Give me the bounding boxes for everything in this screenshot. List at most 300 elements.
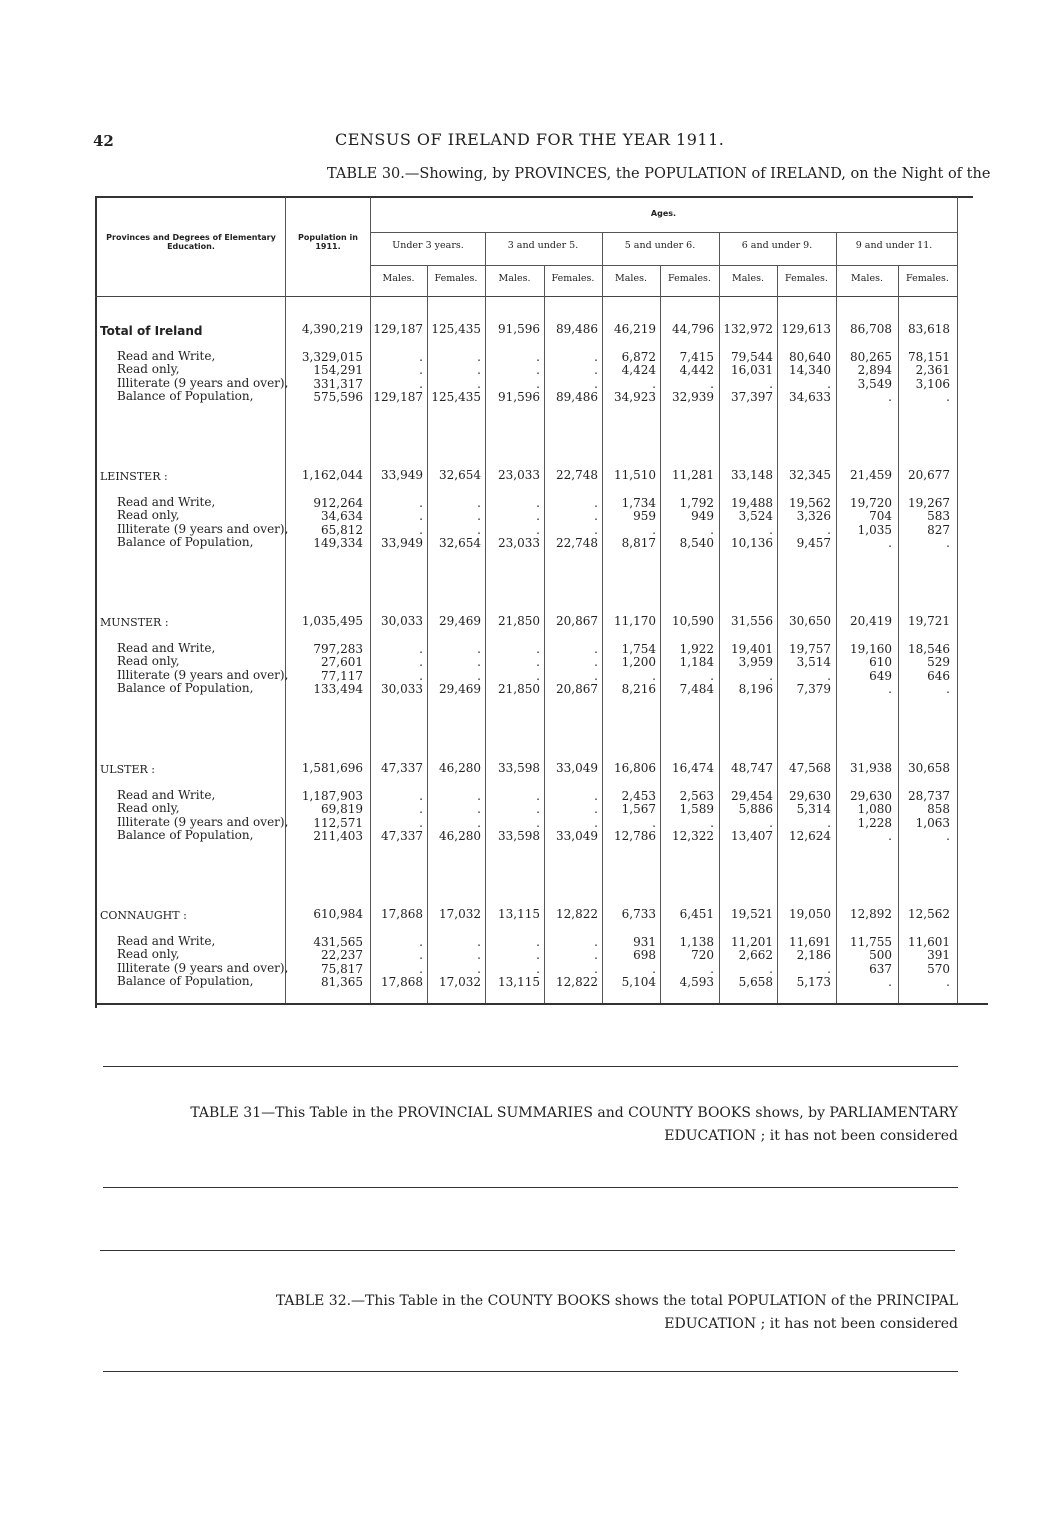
province-total-cell: 31,556 — [731, 614, 773, 628]
province-total-cell: 129,613 — [781, 322, 831, 336]
data-cell: 2,453 — [621, 789, 656, 803]
province-total-cell: 30,650 — [789, 614, 831, 628]
province-name: Total of Ireland — [100, 324, 203, 338]
males-header: Males. — [382, 273, 415, 284]
table31-line1: TABLE 31—This Table in the PROVINCIAL SUMMARIES and COUNTY BOOKS shows, by PARLIAMENTARY — [190, 1105, 958, 1121]
province-total-cell: 12,892 — [850, 907, 892, 921]
data-cell: 37,397 — [731, 389, 773, 404]
data-cell: 13,115 — [498, 974, 540, 989]
data-cell: 19,401 — [731, 642, 773, 656]
header-bottom-rule — [95, 296, 957, 297]
data-cell: . — [419, 815, 423, 830]
data-cell: 431,565 — [313, 935, 363, 949]
data-cell: 5,104 — [621, 974, 656, 989]
data-cell: 12,822 — [556, 974, 598, 989]
data-cell: 570 — [927, 961, 950, 976]
data-cell: . — [946, 535, 950, 550]
data-cell: . — [419, 496, 423, 510]
data-cell: . — [419, 376, 423, 391]
province-total-cell: 11,170 — [614, 614, 656, 628]
province-total-cell: 1,035,495 — [301, 614, 363, 628]
data-cell: 19,562 — [789, 496, 831, 510]
data-cell: 3,959 — [738, 655, 773, 670]
data-cell: . — [477, 642, 481, 656]
province-name: CONNAUGHT : — [100, 909, 187, 922]
data-cell: . — [946, 974, 950, 989]
data-cell: 7,379 — [796, 681, 831, 696]
data-cell: 29,630 — [850, 789, 892, 803]
data-cell: 14,340 — [789, 363, 831, 378]
data-cell: 646 — [927, 668, 950, 683]
data-cell: 5,886 — [738, 802, 773, 817]
table31-note — [190, 1102, 958, 1148]
data-cell: . — [419, 522, 423, 537]
data-cell: . — [536, 496, 540, 510]
table30-caption: TABLE 30.—Showing, by PROVINCES, the POPULATION of IRELAND, on the Night of the — [327, 166, 991, 182]
age-group-header: 9 and under 11. — [855, 240, 933, 251]
data-cell: 154,291 — [313, 363, 363, 378]
province-total-cell: 22,748 — [556, 468, 598, 482]
data-cell: 2,662 — [738, 948, 773, 963]
data-cell: 46,280 — [439, 828, 481, 843]
data-cell: 3,549 — [857, 376, 892, 391]
data-cell: 16,031 — [731, 363, 773, 378]
data-cell: 211,403 — [313, 828, 363, 843]
row-label: Illiterate (9 years and over), — [117, 521, 289, 536]
province-total-cell: 20,419 — [850, 614, 892, 628]
data-cell: 27,601 — [321, 655, 363, 670]
row-label: Read only, — [117, 362, 180, 377]
data-cell: . — [888, 389, 892, 404]
province-total-cell: 31,938 — [850, 761, 892, 775]
province-total-cell: 19,721 — [908, 614, 950, 628]
data-cell: . — [477, 948, 481, 963]
data-cell: 2,186 — [796, 948, 831, 963]
data-cell: 32,939 — [672, 389, 714, 404]
data-cell: 5,658 — [738, 974, 773, 989]
rule — [103, 1187, 958, 1188]
data-cell: 827 — [927, 522, 950, 537]
data-cell: . — [419, 935, 423, 949]
province-total-cell: 46,219 — [614, 322, 656, 336]
data-cell: 22,237 — [321, 948, 363, 963]
data-cell: 112,571 — [313, 815, 363, 830]
data-cell: . — [594, 948, 598, 963]
province-total-cell: 129,187 — [373, 322, 423, 336]
data-cell: 29,454 — [731, 789, 773, 803]
data-cell: 2,361 — [915, 363, 950, 378]
province-total-cell: 32,654 — [439, 468, 481, 482]
data-cell: . — [888, 828, 892, 843]
age-group-header: Under 3 years. — [392, 240, 464, 251]
data-cell: 500 — [869, 948, 892, 963]
age-group-header: 3 and under 5. — [507, 240, 579, 251]
data-cell: . — [710, 522, 714, 537]
data-cell: 1,792 — [679, 496, 714, 510]
age-group-header: 6 and under 9. — [741, 240, 813, 251]
data-cell: . — [419, 789, 423, 803]
row-label: Balance of Population, — [117, 680, 254, 695]
data-cell: 33,598 — [498, 828, 540, 843]
data-cell: . — [652, 668, 656, 683]
province-total-cell: 12,562 — [908, 907, 950, 921]
males-header: Males. — [732, 273, 764, 284]
sex-rule — [370, 265, 957, 266]
data-cell: 4,593 — [679, 974, 714, 989]
province-total-cell: 86,708 — [850, 322, 892, 336]
data-cell: 75,817 — [321, 961, 363, 976]
data-cell: 959 — [633, 509, 656, 524]
province-total-cell: 83,618 — [908, 322, 950, 336]
data-cell: 1,035 — [857, 522, 892, 537]
data-cell: 704 — [869, 509, 892, 524]
table-top-rule — [95, 196, 973, 198]
data-cell: . — [419, 363, 423, 378]
data-cell: 34,634 — [321, 509, 363, 524]
row-label: Read only, — [117, 801, 180, 816]
data-cell: 2,894 — [857, 363, 892, 378]
data-cell: 10,136 — [731, 535, 773, 550]
province-total-cell: 30,658 — [908, 761, 950, 775]
data-cell: 12,786 — [614, 828, 656, 843]
data-cell: . — [652, 522, 656, 537]
data-cell: . — [946, 389, 950, 404]
data-cell: . — [594, 509, 598, 524]
data-cell: . — [477, 496, 481, 510]
data-cell: 79,544 — [731, 350, 773, 364]
stub-header: Provinces and Degrees of Elementary Education. — [106, 233, 276, 251]
data-cell: . — [536, 802, 540, 817]
data-cell: 1,734 — [621, 496, 656, 510]
data-cell: 8,216 — [621, 681, 656, 696]
province-total-cell: 33,148 — [731, 468, 773, 482]
data-cell: 21,850 — [498, 681, 540, 696]
data-cell: . — [769, 961, 773, 976]
province-total-cell: 1,162,044 — [301, 468, 363, 482]
data-cell: 391 — [927, 948, 950, 963]
data-cell: . — [477, 935, 481, 949]
data-cell: . — [769, 815, 773, 830]
data-cell: . — [536, 948, 540, 963]
table32-line2: EDUCATION ; it has not been considered — [664, 1316, 958, 1332]
province-total-cell: 12,822 — [556, 907, 598, 921]
data-cell: . — [419, 509, 423, 524]
table32-note — [190, 1290, 958, 1336]
data-cell: . — [827, 961, 831, 976]
data-cell: . — [946, 828, 950, 843]
province-total-cell: 10,590 — [672, 614, 714, 628]
table32-line1: TABLE 32.—This Table in the COUNTY BOOKS shows the total POPULATION of the PRINCIPAL — [275, 1293, 958, 1309]
province-total-cell: 47,568 — [789, 761, 831, 775]
row-label: Read and Write, — [117, 349, 216, 363]
data-cell: 3,326 — [796, 509, 831, 524]
data-cell: . — [536, 522, 540, 537]
data-cell: 78,151 — [908, 350, 950, 364]
data-cell: 3,106 — [915, 376, 950, 391]
data-cell: 80,640 — [789, 350, 831, 364]
province-total-cell: 21,850 — [498, 614, 540, 628]
data-cell: 529 — [927, 655, 950, 670]
data-cell: . — [946, 681, 950, 696]
data-cell: . — [594, 350, 598, 364]
data-cell: 912,264 — [313, 496, 363, 510]
province-total-cell: 91,596 — [498, 322, 540, 336]
row-label: Read only, — [117, 508, 180, 523]
province-total-cell: 29,469 — [439, 614, 481, 628]
table-frame — [95, 197, 990, 1008]
province-total-cell: 21,459 — [850, 468, 892, 482]
province-total-cell: 132,972 — [723, 322, 773, 336]
data-cell: 797,283 — [313, 642, 363, 656]
row-label: Read and Write, — [117, 788, 216, 802]
data-cell: . — [536, 961, 540, 976]
data-cell: . — [594, 522, 598, 537]
data-cell: 11,201 — [731, 935, 773, 949]
data-cell: 30,033 — [381, 681, 423, 696]
data-cell: . — [477, 522, 481, 537]
data-cell: 6,872 — [621, 350, 656, 364]
province-total-cell: 17,032 — [439, 907, 481, 921]
data-cell: . — [594, 935, 598, 949]
data-cell: . — [419, 802, 423, 817]
data-cell: . — [827, 522, 831, 537]
data-cell: 5,173 — [796, 974, 831, 989]
data-cell: 69,819 — [321, 802, 363, 817]
data-cell: . — [594, 802, 598, 817]
province-total-cell: 11,281 — [672, 468, 714, 482]
data-cell: 65,812 — [321, 522, 363, 537]
data-cell: 129,187 — [373, 389, 423, 404]
data-cell: 1,184 — [679, 655, 714, 670]
data-cell: 11,691 — [789, 935, 831, 949]
data-cell: 80,265 — [850, 350, 892, 364]
data-cell: 1,080 — [857, 802, 892, 817]
data-cell: . — [594, 655, 598, 670]
data-cell: 77,117 — [321, 668, 363, 683]
data-cell: 8,540 — [679, 535, 714, 550]
data-cell: . — [827, 815, 831, 830]
data-cell: . — [536, 509, 540, 524]
females-header: Females. — [785, 273, 828, 284]
data-cell: 1,754 — [621, 642, 656, 656]
data-cell: . — [477, 961, 481, 976]
data-cell: 125,435 — [431, 389, 481, 404]
data-cell: . — [477, 363, 481, 378]
data-cell: . — [594, 376, 598, 391]
data-cell: 81,365 — [321, 974, 363, 989]
data-cell: 858 — [927, 802, 950, 817]
data-cell: . — [536, 642, 540, 656]
rule — [103, 1371, 958, 1372]
data-cell: 18,546 — [908, 642, 950, 656]
row-label: Read only, — [117, 654, 180, 669]
data-cell: . — [710, 961, 714, 976]
females-header: Females. — [551, 273, 595, 284]
data-cell: 637 — [869, 961, 892, 976]
data-cell: . — [536, 935, 540, 949]
data-cell: 19,720 — [850, 496, 892, 510]
data-cell: 13,407 — [731, 828, 773, 843]
data-cell: . — [536, 655, 540, 670]
province-total-cell: 11,510 — [614, 468, 656, 482]
province-total-cell: 6,451 — [679, 907, 714, 921]
province-name: MUNSTER : — [100, 616, 169, 629]
province-total-cell: 23,033 — [498, 468, 540, 482]
data-cell: 8,196 — [738, 681, 773, 696]
females-header: Females. — [434, 273, 478, 284]
data-cell: 19,488 — [731, 496, 773, 510]
data-cell: 1,138 — [679, 935, 714, 949]
data-cell: . — [536, 789, 540, 803]
row-label: Illiterate (9 years and over), — [117, 375, 289, 390]
data-cell: 931 — [633, 935, 656, 949]
data-cell: . — [594, 642, 598, 656]
data-cell: . — [710, 668, 714, 683]
row-label: Balance of Population, — [117, 534, 254, 549]
females-header: Females. — [906, 273, 949, 284]
province-total-cell: 6,733 — [621, 907, 656, 921]
data-cell: 583 — [927, 509, 950, 524]
data-cell: . — [477, 815, 481, 830]
age-group-header: 5 and under 6. — [624, 240, 696, 251]
data-cell: 22,748 — [556, 535, 598, 550]
province-total-cell: 16,806 — [614, 761, 656, 775]
data-cell: . — [419, 655, 423, 670]
province-total-cell: 46,280 — [439, 761, 481, 775]
data-cell: 17,868 — [381, 974, 423, 989]
province-total-cell: 16,474 — [672, 761, 714, 775]
row-label: Balance of Population, — [117, 973, 254, 988]
data-cell: 17,032 — [439, 974, 481, 989]
data-cell: . — [827, 668, 831, 683]
data-cell: 11,601 — [908, 935, 950, 949]
data-cell: 19,267 — [908, 496, 950, 510]
data-cell: 3,514 — [796, 655, 831, 670]
data-cell: . — [419, 642, 423, 656]
data-cell: 575,596 — [313, 389, 363, 404]
data-cell: . — [888, 535, 892, 550]
province-name: LEINSTER : — [100, 470, 168, 483]
table31-line2: EDUCATION ; it has not been considered — [664, 1128, 958, 1144]
data-cell: 12,322 — [672, 828, 714, 843]
data-cell: 331,317 — [313, 376, 363, 391]
data-cell: 7,415 — [679, 350, 714, 364]
data-cell: 23,033 — [498, 535, 540, 550]
row-label: Illiterate (9 years and over), — [117, 814, 289, 829]
data-cell: 949 — [691, 509, 714, 524]
data-cell: . — [477, 509, 481, 524]
province-total-cell: 4,390,219 — [301, 322, 363, 336]
data-cell: 28,737 — [908, 789, 950, 803]
data-cell: . — [769, 668, 773, 683]
data-cell: . — [477, 350, 481, 364]
column-rule — [285, 197, 286, 1003]
data-cell: 33,949 — [381, 535, 423, 550]
data-cell: . — [477, 668, 481, 683]
province-total-cell: 30,033 — [381, 614, 423, 628]
province-total-cell: 89,486 — [556, 322, 598, 336]
province-total-cell: 19,050 — [789, 907, 831, 921]
data-cell: 1,200 — [621, 655, 656, 670]
data-cell: 91,596 — [498, 389, 540, 404]
data-cell: . — [652, 815, 656, 830]
row-label: Read and Write, — [117, 495, 216, 509]
rule — [103, 1066, 958, 1067]
data-cell: 1,589 — [679, 802, 714, 817]
province-total-cell: 125,435 — [431, 322, 481, 336]
province-total-cell: 610,984 — [313, 907, 363, 921]
data-cell: 29,630 — [789, 789, 831, 803]
row-label: Illiterate (9 years and over), — [117, 960, 289, 975]
row-label: Read and Write, — [117, 641, 216, 655]
data-cell: . — [419, 961, 423, 976]
data-cell: 19,757 — [789, 642, 831, 656]
data-cell: 1,187,903 — [301, 789, 363, 803]
table-bottom-rule — [95, 1003, 988, 1005]
column-rule — [957, 197, 958, 1003]
data-cell: 11,755 — [850, 935, 892, 949]
data-cell: 1,922 — [679, 642, 714, 656]
data-cell: . — [477, 802, 481, 817]
data-cell: 3,329,015 — [301, 350, 363, 364]
province-total-cell: 33,949 — [381, 468, 423, 482]
data-cell: . — [419, 668, 423, 683]
data-cell: . — [594, 496, 598, 510]
data-cell: . — [888, 974, 892, 989]
data-cell: . — [594, 668, 598, 683]
males-header: Males. — [851, 273, 883, 284]
data-cell: 34,923 — [614, 389, 656, 404]
data-cell: . — [419, 948, 423, 963]
row-label: Balance of Population, — [117, 388, 254, 403]
data-cell: 698 — [633, 948, 656, 963]
row-label: Read only, — [117, 947, 180, 962]
province-total-cell: 13,115 — [498, 907, 540, 921]
data-cell: . — [710, 376, 714, 391]
data-cell: . — [536, 668, 540, 683]
province-total-cell: 33,598 — [498, 761, 540, 775]
data-cell: 20,867 — [556, 681, 598, 696]
province-total-cell: 20,677 — [908, 468, 950, 482]
males-header: Males. — [615, 273, 647, 284]
data-cell: 2,563 — [679, 789, 714, 803]
data-cell: 19,160 — [850, 642, 892, 656]
column-rule — [370, 197, 371, 1003]
data-cell: . — [536, 350, 540, 364]
data-cell: 33,049 — [556, 828, 598, 843]
province-total-cell: 1,581,696 — [301, 761, 363, 775]
province-total-cell: 44,796 — [672, 322, 714, 336]
ages-rule — [370, 232, 957, 233]
data-cell: 12,624 — [789, 828, 831, 843]
row-label: Read and Write, — [117, 934, 216, 948]
province-total-cell: 47,337 — [381, 761, 423, 775]
province-total-cell: 17,868 — [381, 907, 423, 921]
province-total-cell: 32,345 — [789, 468, 831, 482]
province-total-cell: 19,521 — [731, 907, 773, 921]
data-cell: . — [536, 363, 540, 378]
data-cell: 610 — [869, 655, 892, 670]
data-cell: 133,494 — [313, 681, 363, 696]
data-cell: 89,486 — [556, 389, 598, 404]
province-total-cell: 20,867 — [556, 614, 598, 628]
data-cell: . — [594, 789, 598, 803]
data-cell: . — [652, 376, 656, 391]
data-cell: 1,063 — [915, 815, 950, 830]
province-name: ULSTER : — [100, 763, 155, 776]
data-cell: 32,654 — [439, 535, 481, 550]
data-cell: 34,633 — [789, 389, 831, 404]
